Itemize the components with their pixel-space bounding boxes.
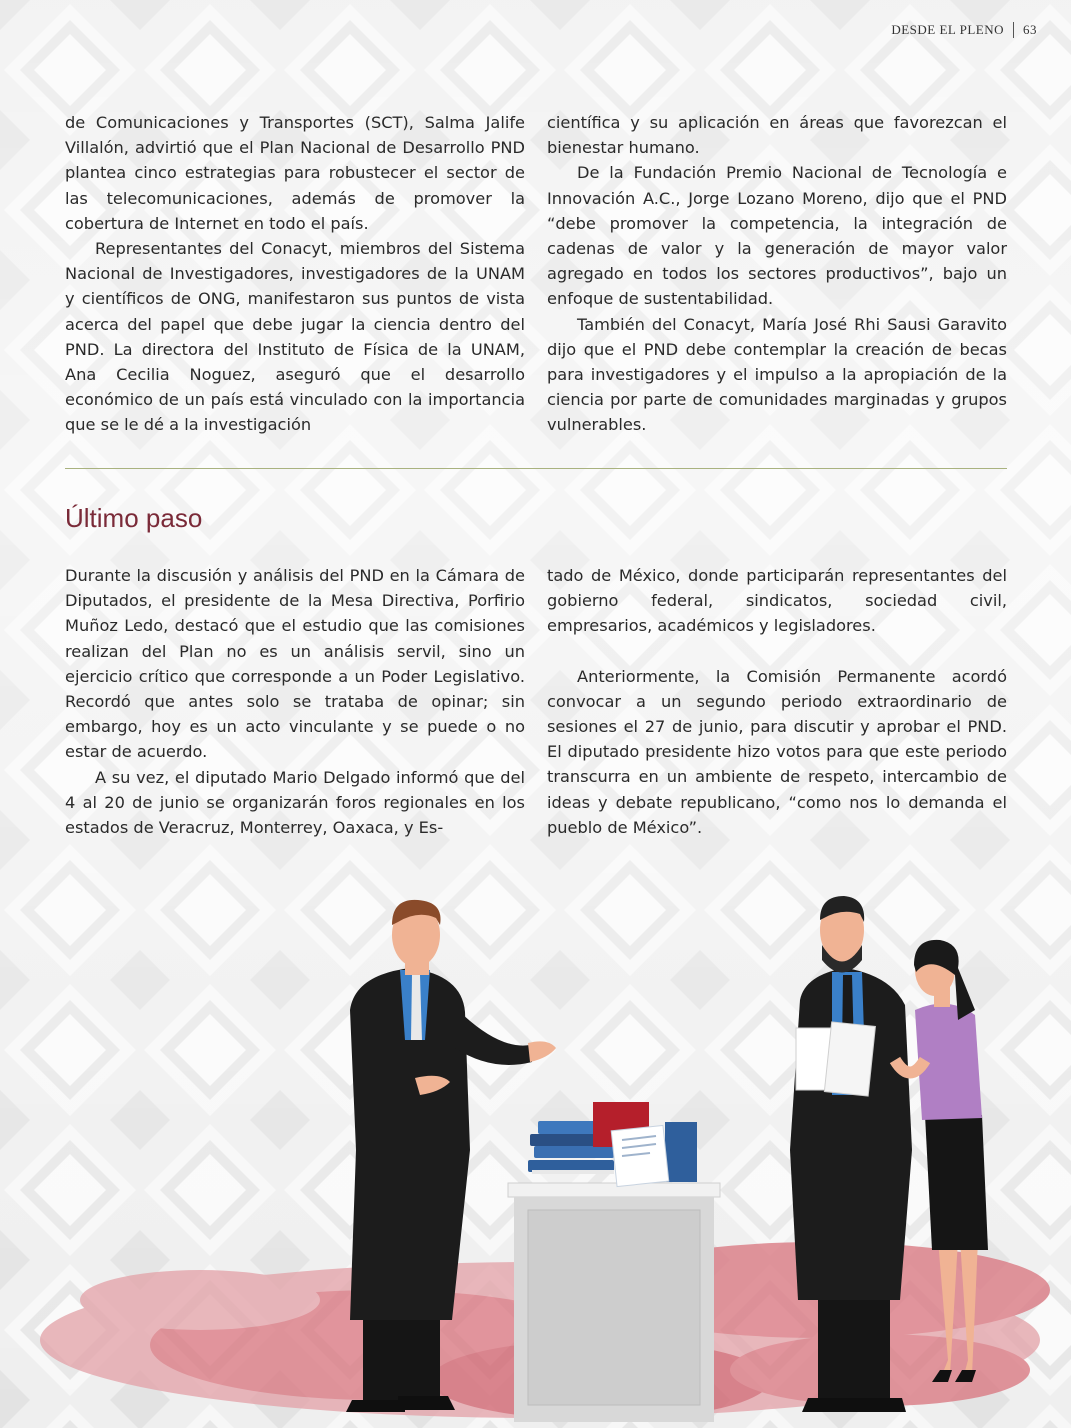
top-right-column bbox=[547, 110, 1007, 438]
paragraph: Representantes del Conacyt, miembros del Sistema Nacional de Investigadores, investigadores de la UNAM y científicos de ONG, manifestaron sus puntos de vista acerca del papel que debe jugar la ciencia dentro del PND. La directora del Instituto de Física de la UNAM, Ana Cecilia Noguez, aseguró que el desarrollo económico de un país está vinculado con la importancia que se le dé a la investigación bbox=[65, 239, 525, 435]
section-heading: Último paso bbox=[65, 503, 203, 533]
paragraph: También del Conacyt, María José Rhi Sausi Garavito dijo que el PND debe contemplar la creación de becas para investigadores y el impulso a la apropiación de la ciencia por parte de comunidades marginadas y grupos vulnerables. bbox=[547, 314, 1007, 435]
section-name: DESDE EL PLENO bbox=[891, 22, 1004, 37]
podium bbox=[508, 1183, 720, 1422]
running-head bbox=[891, 22, 1037, 38]
bottom-left-column bbox=[65, 563, 525, 840]
paragraph: científica y su aplicación en áreas que favorezcan el bienestar humano. bbox=[547, 113, 1007, 158]
bottom-right-column bbox=[547, 563, 1007, 840]
top-left-column bbox=[65, 110, 525, 438]
meeting-illustration bbox=[0, 880, 1071, 1428]
paragraph: De la Fundación Premio Nacional de Tecnología e Innovación A.C., Jorge Lozano Moreno, dijo que el PND “debe promover la competencia, la integración de cadenas de valor y la generación de mayor valor agregado en todos los sectores productivos”, bajo un enfoque de sustentabilidad. bbox=[547, 163, 1007, 309]
paragraph: Durante la discusión y análisis del PND en la Cámara de Diputados, el presidente de la Mesa Directiva, Porfirio Muñoz Ledo, destacó que el estudio que las comisiones realizan del Plan no es un análisis servil, sino un ejercicio crítico que corresponde a un Poder Legislativo. Recordó que antes solo se trataba de opinar; sin embargo, hoy es un acto vinculante y se puede o no estar de acuerdo. bbox=[65, 566, 525, 762]
paragraph: A su vez, el diputado Mario Delgado informó que del 4 al 20 de junio se organizarán foros regionales en los estados de Veracruz, Monterrey, Oaxaca, y Es- bbox=[65, 767, 525, 838]
books-stack bbox=[528, 1102, 697, 1187]
page-number: 63 bbox=[1023, 22, 1037, 37]
paragraph: Anteriormente, la Comisión Permanente acordó convocar a un segundo periodo extraordinario de sesiones el 27 de junio, para discutir y aprobar el PND. El diputado presidente hizo votos para que este periodo transcurra en un ambiente de respeto, intercambio de ideas y debate republicano, “como nos lo demanda el pueblo de México”. bbox=[547, 666, 1007, 837]
paragraph: tado de México, donde participarán representantes del gobierno federal, sindicatos, sociedad civil, empresarios, académicos y legisladores. bbox=[547, 566, 1007, 636]
paragraph: de Comunicaciones y Transportes (SCT), Salma Jalife Villalón, advirtió que el Plan Nacional de Desarrollo PND plantea cinco estrategias para robustecer el sector de las telecomunicaciones, además de promover la cobertura de Internet en todo el país. bbox=[65, 113, 525, 233]
divider bbox=[1013, 22, 1014, 38]
section-divider bbox=[65, 468, 1007, 469]
